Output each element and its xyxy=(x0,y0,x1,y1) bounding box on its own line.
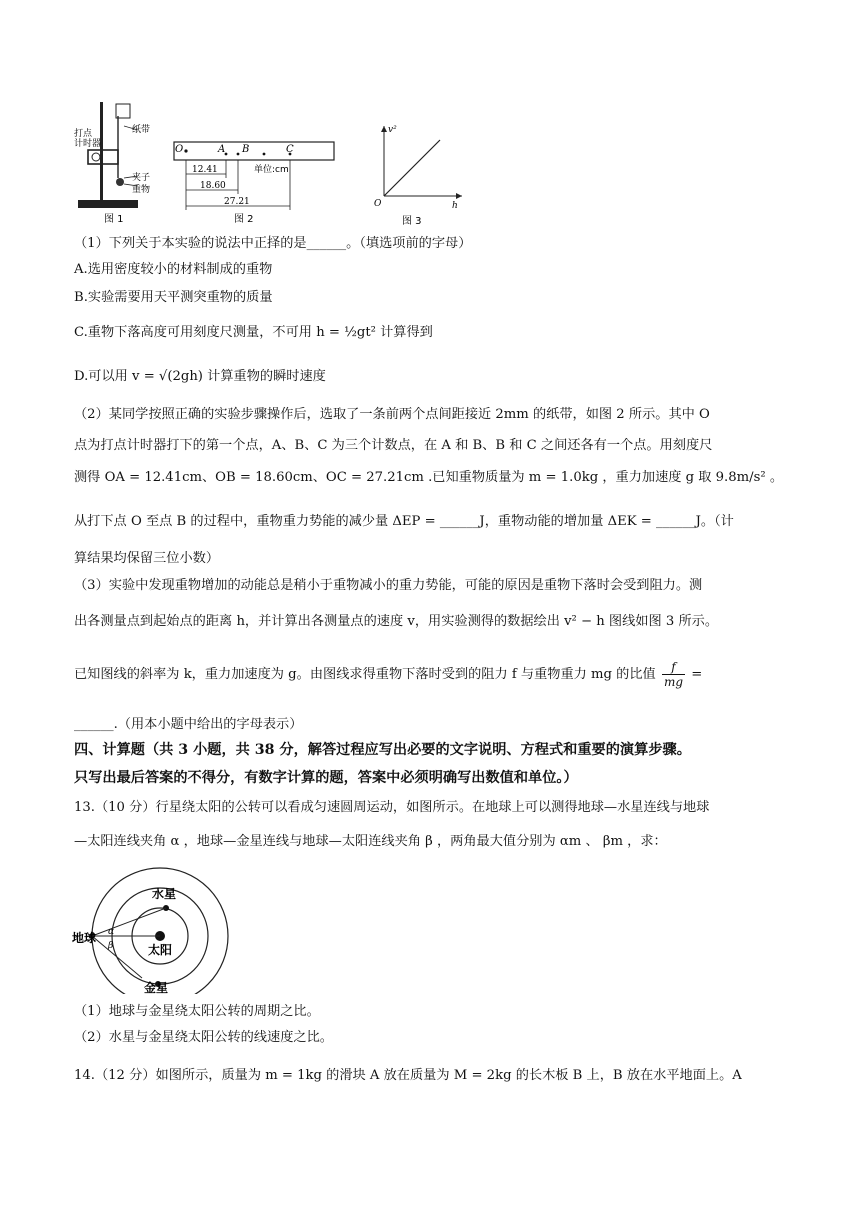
option-a: A.选用密度较小的材料制成的重物 xyxy=(74,262,273,277)
tape-drawing xyxy=(172,134,336,228)
tape-point-C: C xyxy=(286,144,294,155)
ratio-equals: = xyxy=(687,667,703,682)
fig3-caption: 图 3 xyxy=(402,216,422,227)
option-b: B.实验需要用天平测突重物的质量 xyxy=(74,290,273,305)
tape-point-A: A xyxy=(218,144,226,155)
fig2-caption: 图 2 xyxy=(234,214,254,225)
fig1-caption: 图 1 xyxy=(104,214,124,225)
q13-line-2: —太阳连线夹角 α ，地球—金星连线与地球—太阳连线夹角 β ，两角最大值分别为 αm 、 βm ，求： xyxy=(74,834,667,849)
figure-1-apparatus xyxy=(74,96,172,226)
fig1-label-tape: 纸带 xyxy=(132,125,151,135)
q3-line-3 xyxy=(74,660,702,689)
apparatus-drawing xyxy=(74,96,172,226)
tape-dim-OA: 12.41 xyxy=(192,165,218,175)
tape-dim-OB: 18.60 xyxy=(200,181,226,191)
fig1-label-dadian: 打点 xyxy=(74,129,93,139)
ratio-fraction xyxy=(662,660,685,689)
fig1-label-weight: 重物 xyxy=(132,185,151,195)
tape-point-B: B xyxy=(242,144,250,155)
orbit-venus-label: 金星 xyxy=(144,981,169,994)
fig1-label-clip: 夹子 xyxy=(132,173,151,183)
q13-line-1: 13.（10 分）行星绕太阳的公转可以看成匀速圆周运动，如图所示。在地球上可以测得地球—水星连线与地球 xyxy=(74,800,710,815)
graph-ylabel: v² xyxy=(388,125,397,135)
orbit-diagram xyxy=(72,862,262,994)
ratio-denominator: mg xyxy=(663,675,683,689)
orbit-alpha-label: α xyxy=(108,927,115,937)
q2-line-5: 算结果均保留三位小数） xyxy=(74,551,220,566)
q2-line-4: 从打下点 O 至点 B 的过程中，重物重力势能的减少量 ΔEP = ______J，重物动能的增加量 ΔEK = ______J。（计 xyxy=(74,514,734,529)
q3-line-2: 出各测量点到起始点的距离 h，并计算出各测量点的速度 v，用实验测得的数据绘出 v² − h 图线如图 3 所示。 xyxy=(74,614,719,629)
q2-line-2: 点为打点计时器打下的第一个点，A、B、C 为三个计数点，在 A 和 B、B 和 C 之间还各有一个点。用刻度尺 xyxy=(74,438,713,453)
section-4-heading-2: 只写出最后答案的不得分，有数字计算的题，答案中必须明确写出数值和单位。） xyxy=(74,770,578,786)
orbit-figure xyxy=(72,862,262,994)
orbit-earth-label: 地球 xyxy=(72,931,97,945)
v2-h-graph xyxy=(370,120,470,228)
tape-point-O: O xyxy=(175,144,184,155)
q3-line-4: ______.（用本小题中给出的字母表示） xyxy=(74,717,303,732)
q13-sub-1: （1）地球与金星绕太阳公转的周期之比。 xyxy=(74,1004,320,1019)
q1-stem: （1）下列关于本实验的说法中正择的是______。（填选项前的字母） xyxy=(74,236,472,251)
ratio-numerator: f xyxy=(662,660,685,675)
graph-xlabel: h xyxy=(452,201,458,211)
section-4-heading-1: 四、计算题（共 3 小题，共 38 分，解答过程应写出必要的文字说明、方程式和重要的演算步骤。 xyxy=(74,742,691,758)
figure-3-graph xyxy=(370,120,470,228)
figure-2-tape xyxy=(172,134,336,228)
option-d: D.可以用 v = √(2gh) 计算重物的瞬时速度 xyxy=(74,369,326,384)
q14-line-1: 14.（12 分）如图所示，质量为 m = 1kg 的滑块 A 放在质量为 M = 2kg 的长木板 B 上，B 放在水平地面上。A xyxy=(74,1068,742,1083)
tape-unit: 单位:cm xyxy=(254,165,289,175)
tape-dim-OC: 27.21 xyxy=(224,197,250,207)
q2-line-1: （2）某同学按照正确的实验步骤操作后，选取了一条前两个点间距接近 2mm 的纸带，如图 2 所示。其中 O xyxy=(74,407,710,422)
orbit-beta-label: β xyxy=(108,941,114,951)
q3-line-1: （3）实验中发现重物增加的动能总是稍小于重物减小的重力势能，可能的原因是重物下落时会受到阻力。测 xyxy=(74,578,703,593)
q2-line-3: 测得 OA = 12.41cm、OB = 18.60cm、OC = 27.21cm .已知重物质量为 m = 1.0kg ，重力加速度 g 取 9.8m/s² 。 xyxy=(74,470,784,485)
orbit-sun-label: 太阳 xyxy=(148,943,173,957)
fig1-label-timer: 计时器 xyxy=(74,139,102,149)
q3-line-3-text: 已知图线的斜率为 k，重力加速度为 g。由图线求得重物下落时受到的阻力 f 与重物重力 mg 的比值 xyxy=(74,667,656,682)
q13-sub-2: （2）水星与金星绕太阳公转的线速度之比。 xyxy=(74,1030,333,1045)
option-c: C.重物下落高度可用刻度尺测量，不可用 h = ½gt² 计算得到 xyxy=(74,325,433,340)
orbit-mercury-label: 水星 xyxy=(152,887,177,901)
graph-origin: O xyxy=(374,199,382,209)
